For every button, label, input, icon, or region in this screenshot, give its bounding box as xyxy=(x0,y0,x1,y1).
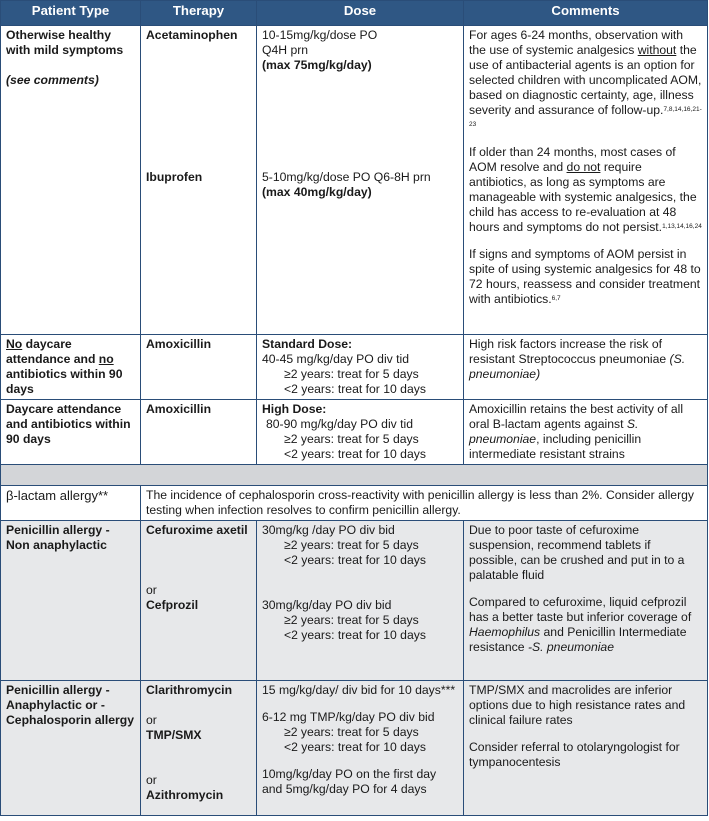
comment-paragraph: If older than 24 months, most cases of AOM resolve and do not require antibiotics, as long as symptoms are manageable with systemic analgesics, the child has access to re-evaluation at 48 hours and symptoms do not persist.$^{1,13,14,16,24}$ xyxy=(469,145,702,234)
dose-text: 6-12 mg TMP/kg/day PO div bid xyxy=(262,710,435,724)
therapy-cell xyxy=(141,26,257,335)
patient-type-cell: Daycare attendance and antibiotics within 90 days xyxy=(1,400,141,465)
therapy-cell xyxy=(141,521,257,681)
or-separator: or xyxy=(146,583,157,597)
comment-paragraph: Compared to cefuroxime, liquid cefprozil has a better taste but inferior coverage of Haemophilus and Penicillin Intermediate resistance -S. pneumoniae xyxy=(469,595,692,654)
dose-text: <2 years: treat for 10 days xyxy=(284,553,426,567)
allergy-label: β-lactam allergy** xyxy=(1,486,141,521)
allergy-note-row xyxy=(1,486,708,521)
patient-type-cell: No daycare attendance and no antibiotics within 90 days xyxy=(1,335,141,400)
comment-paragraph: TMP/SMX and macrolides are inferior options due to high resistance rates and clinical failure rates xyxy=(469,683,686,727)
therapy-acetaminophen: Acetaminophen xyxy=(146,28,238,42)
dose-text: ≥2 years: treat for 5 days xyxy=(284,432,419,446)
therapy-cell: Amoxicillin xyxy=(141,400,257,465)
reference-superscript: 7,8,14,16,21-23 xyxy=(469,106,702,128)
patient-type-cell xyxy=(1,26,141,335)
comments-cell xyxy=(464,521,708,681)
reference-superscript: 1,13,14,16,24 xyxy=(662,223,702,230)
or-separator: or xyxy=(146,773,157,787)
dose-text: 30mg/kg/day PO div bid xyxy=(262,598,392,612)
table-row xyxy=(1,681,708,816)
comments-cell: High risk factors increase the risk of resistant Streptococcus pneumoniae (S. pneumoniae) xyxy=(464,335,708,400)
allergy-note-text: The incidence of cephalosporin cross-reactivity with penicillin allergy is less than 2%. Consider allergy testing when infection resolves to confirm penicillin allergy. xyxy=(141,486,708,521)
comment-paragraph: Due to poor taste of cefuroxime suspension, recommend tablets if possible, can be crushed and put in to a palatable fluid xyxy=(469,523,685,582)
patient-type-cell: Penicillin allergy - Non anaphylactic xyxy=(1,521,141,681)
dose-text: Q4H prn xyxy=(262,43,309,57)
comments-cell xyxy=(464,681,708,816)
or-separator: or xyxy=(146,713,157,727)
dose-text: ≥2 years: treat for 5 days xyxy=(284,538,419,552)
dose-cell xyxy=(257,335,464,400)
reference-superscript: 6,7 xyxy=(551,295,561,302)
header-patient-type: Patient Type xyxy=(1,1,141,26)
dose-text: 30mg/kg /day PO div bid xyxy=(262,523,395,537)
dose-max: (max 40mg/kg/day) xyxy=(262,185,372,199)
header-therapy: Therapy xyxy=(141,1,257,26)
header-row xyxy=(1,1,708,26)
dose-text: 80-90 mg/kg/day PO div tid xyxy=(266,417,413,431)
dose-text: <2 years: treat for 10 days xyxy=(284,740,426,754)
therapy-cefuroxime: Cefuroxime axetil xyxy=(146,523,248,537)
table-row xyxy=(1,400,708,465)
patient-type-label: Otherwise healthy with mild symptoms xyxy=(6,28,124,57)
dose-text: 10-15mg/kg/dose PO xyxy=(262,28,378,42)
dose-text: 5-10mg/kg/dose PO Q6-8H prn xyxy=(262,170,431,184)
dose-title: Standard Dose: xyxy=(262,337,353,351)
separator-row xyxy=(1,465,708,486)
section-divider xyxy=(1,465,708,486)
header-dose: Dose xyxy=(257,1,464,26)
therapy-cell: Amoxicillin xyxy=(141,335,257,400)
dose-text: ≥2 years: treat for 5 days xyxy=(284,367,419,381)
dose-cell xyxy=(257,26,464,335)
comment-paragraph: Consider referral to otolaryngologist for tympanocentesis xyxy=(469,740,680,769)
dose-text: ≥2 years: treat for 5 days xyxy=(284,725,419,739)
dose-text: <2 years: treat for 10 days xyxy=(284,382,426,396)
patient-type-cell: Penicillin allergy - Anaphylactic or - Cephalosporin allergy xyxy=(1,681,141,816)
dose-text: 10mg/kg/day PO on the first day and 5mg/kg/day PO for 4 days xyxy=(262,767,437,796)
therapy-cell xyxy=(141,681,257,816)
therapy-tmp-smx: TMP/SMX xyxy=(146,728,202,742)
see-comments-note: (see comments) xyxy=(6,73,99,87)
header-comments: Comments xyxy=(464,1,708,26)
dose-text: ≥2 years: treat for 5 days xyxy=(284,613,419,627)
table-row xyxy=(1,521,708,681)
dose-cell xyxy=(257,521,464,681)
dose-cell xyxy=(257,400,464,465)
therapy-ibuprofen: Ibuprofen xyxy=(146,170,203,184)
therapy-clarithromycin: Clarithromycin xyxy=(146,683,233,697)
therapy-azithromycin: Azithromycin xyxy=(146,788,224,802)
dose-max: (max 75mg/kg/day) xyxy=(262,58,372,72)
comments-cell: Amoxicillin retains the best activity of all oral B-lactam agents against S. pneumoniae, including penicillin intermediate resistant strains xyxy=(464,400,708,465)
therapy-cefprozil: Cefprozil xyxy=(146,598,199,612)
dose-text: 40-45 mg/kg/day PO div tid xyxy=(262,352,409,366)
comment-paragraph: For ages 6-24 months, observation with the use of systemic analgesics without the use of antibacterial agents is an option for selected children with uncomplicated AOM, based on diagnostic certainty, age, illness severity and assurance of follow-up.$^{7,8,14,16,21-23}$ xyxy=(469,28,702,128)
dose-cell xyxy=(257,681,464,816)
dose-text: 15 mg/kg/day/ div bid for 10 days*** xyxy=(262,683,456,697)
comments-cell xyxy=(464,26,708,335)
dose-text: <2 years: treat for 10 days xyxy=(284,628,426,642)
table-row xyxy=(1,26,708,335)
dose-title: High Dose: xyxy=(262,402,327,416)
comment-paragraph: If signs and symptoms of AOM persist in spite of using systemic analgesics for 48 to 72 hours, reassess and consider treatment with antibiotics.$^{6,7}$ xyxy=(469,247,701,306)
table-row xyxy=(1,335,708,400)
dose-text: <2 years: treat for 10 days xyxy=(284,447,426,461)
